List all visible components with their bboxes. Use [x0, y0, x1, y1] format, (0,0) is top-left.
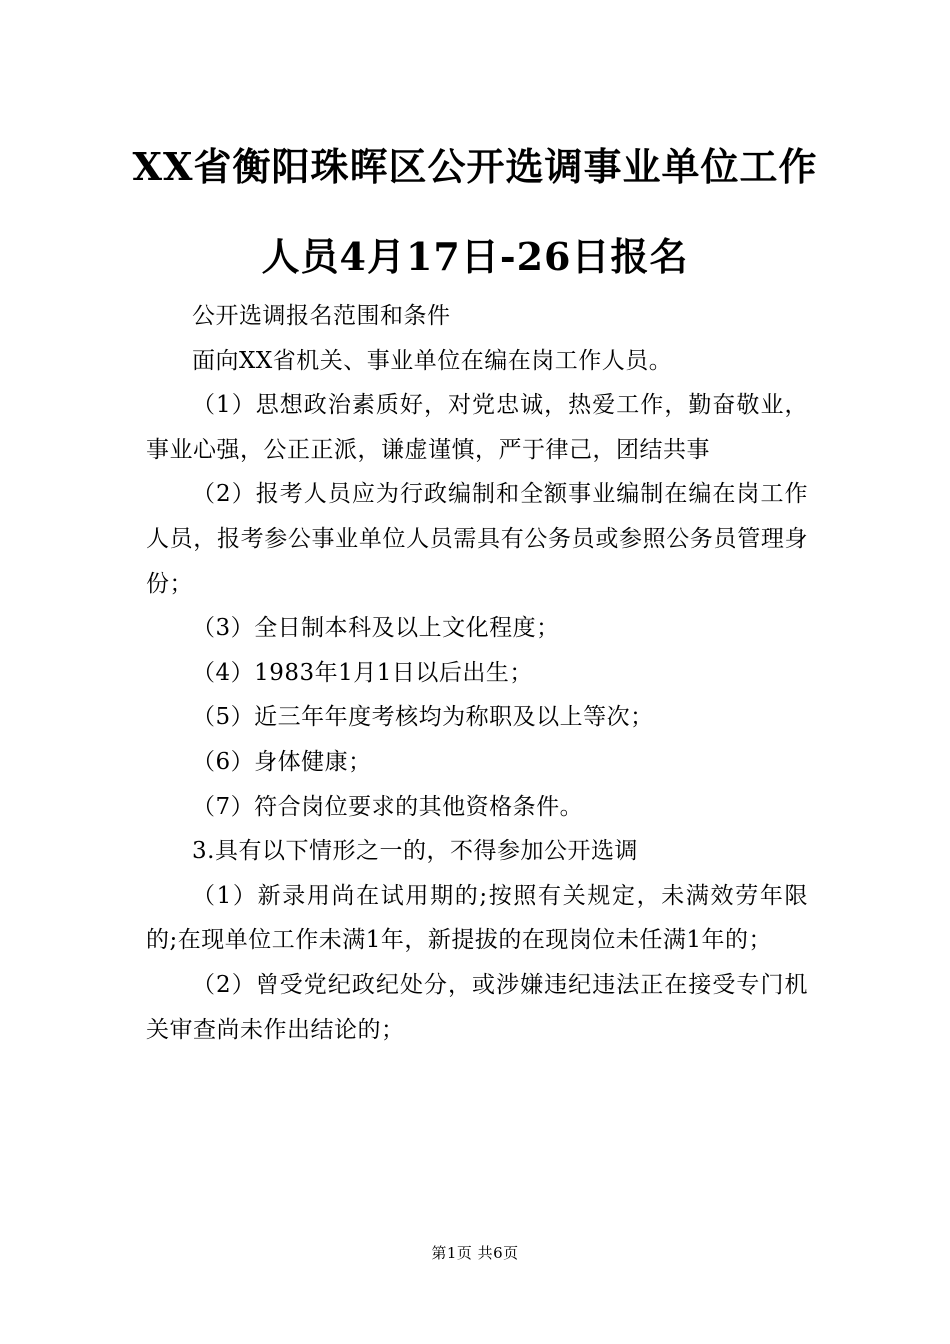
- condition-item-4: （4）1983年1月1日以后出生；: [192, 659, 533, 686]
- exclusion-item-2: （2）曾受党纪政纪处分，或涉嫌违纪违法正在接受专门机关审查尚未作出结论的；: [146, 971, 808, 1043]
- condition-item-1: （1）思想政治素质好，对党忠诚，热爱工作，勤奋敬业，事业心强，公正正派，谦虚谨慎，严于律己，团结共事: [146, 392, 808, 463]
- document-body: [146, 294, 808, 1052]
- exclusion-heading: 3.具有以下情形之一的，不得参加公开选调: [192, 838, 638, 865]
- condition-item-5: （5）近三年年度考核均为称职及以上等次；: [192, 704, 654, 731]
- exclusion-item-1: （1）新录用尚在试用期的;按照有关规定，未满效劳年限的;在现单位工作未满1年，新提拔的在现岗位未任满1年的；: [146, 882, 808, 954]
- condition-item-6: （6）身体健康；: [192, 748, 372, 775]
- document-title-line-1: XX省衡阳珠晖区公开选调事业单位工作: [132, 144, 818, 189]
- paragraph-scope: 面向XX省机关、事业单位在编在岗工作人员。: [192, 347, 673, 374]
- condition-item-7: （7）符合岗位要求的其他资格条件。: [192, 793, 584, 820]
- document-title-line-2: 人员4月17日-26日报名: [261, 234, 689, 279]
- page-footer: 第1页 共6页: [431, 1244, 519, 1262]
- condition-item-2: （2）报考人员应为行政编制和全额事业编制在编在岗工作人员，报考参公事业单位人员需具有公务员或参照公务员管理身份；: [146, 481, 808, 597]
- condition-item-3: （3）全日制本科及以上文化程度；: [192, 615, 560, 642]
- section-heading: 公开选调报名范围和条件: [192, 303, 451, 329]
